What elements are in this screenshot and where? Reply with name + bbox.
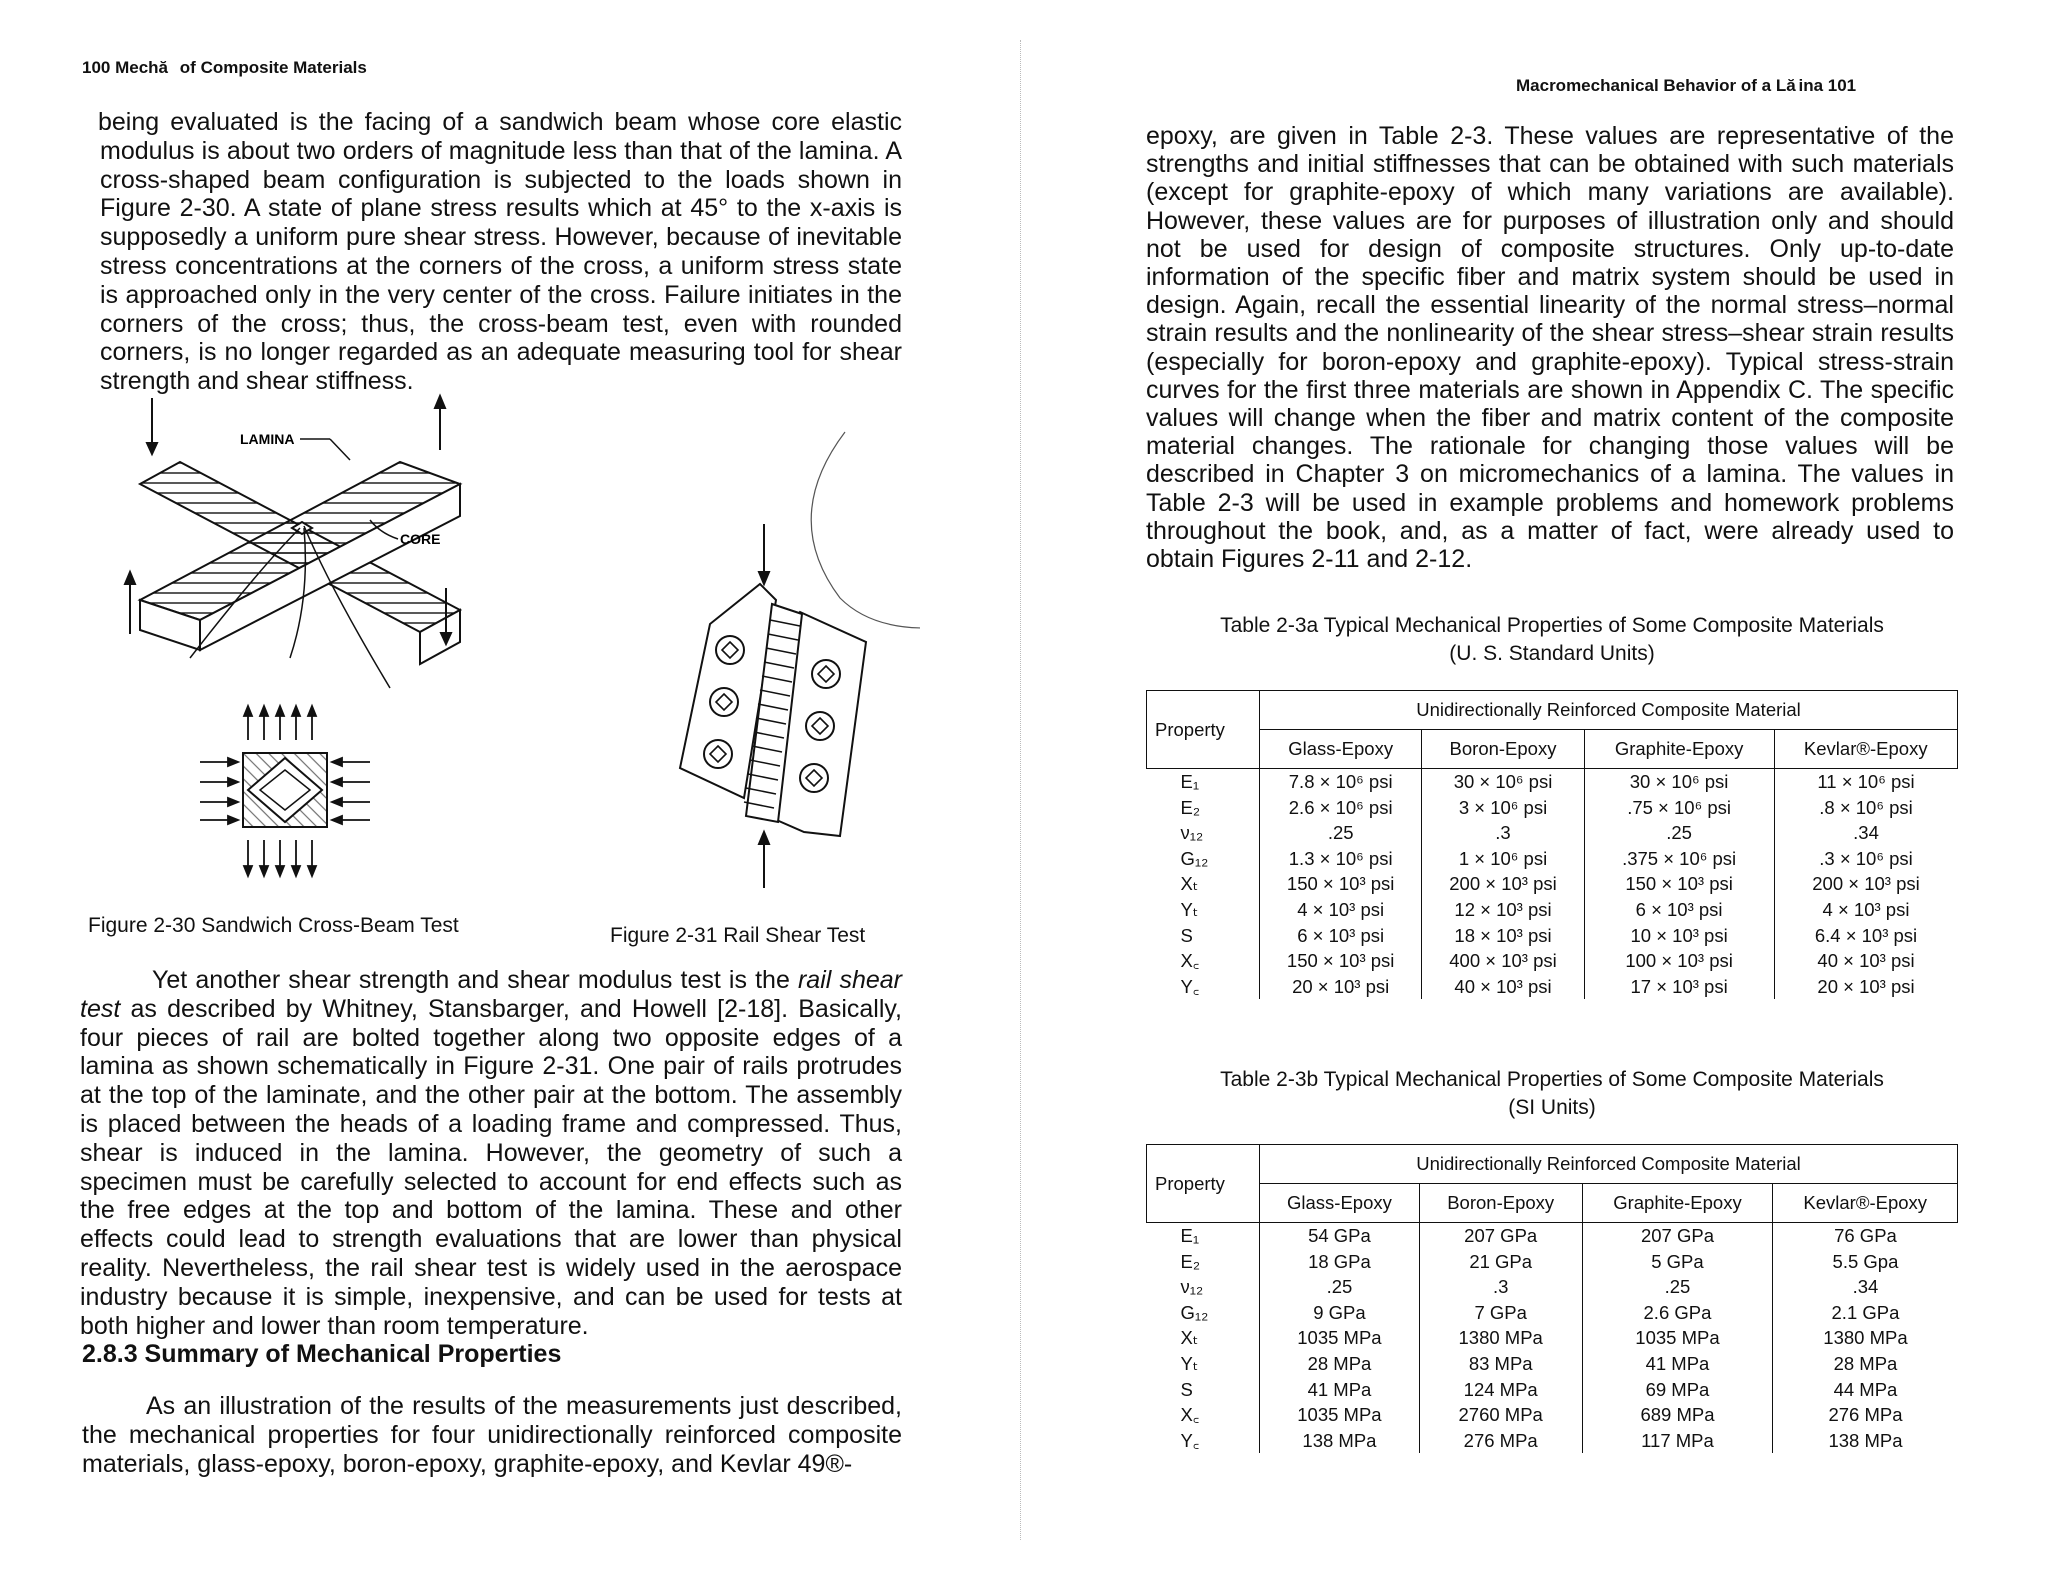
table-b-value-cell: 1035 MPa: [1582, 1325, 1773, 1351]
table-a-value-cell: 18 × 10³ psi: [1422, 923, 1584, 949]
table-b-col-glass: Glass-Epoxy: [1260, 1184, 1420, 1223]
table-b-property-cell: E₂: [1180, 1250, 1201, 1272]
table-2-3a-title-line2: (U. S. Standard Units): [1449, 642, 1655, 665]
table-a-property-cell: ν₁₂: [1180, 822, 1204, 844]
table-row: [1147, 846, 1958, 872]
table-a-value-cell: 400 × 10³ psi: [1422, 948, 1584, 974]
table-b-value-cell: 41 MPa: [1260, 1377, 1420, 1403]
table-b-col-graphite: Graphite-Epoxy: [1582, 1184, 1773, 1223]
table-a-value-cell: 40 × 10³ psi: [1774, 948, 1957, 974]
section-heading-2-8-3: 2.8.3 Summary of Mechanical Properties: [82, 1340, 562, 1368]
table-a-group-header: Unidirectionally Reinforced Composite Material: [1260, 691, 1958, 730]
table-a-value-cell: 12 × 10³ psi: [1422, 897, 1584, 923]
table-row: [1147, 871, 1958, 897]
table-b-value-cell: 124 MPa: [1419, 1377, 1582, 1403]
right-running-header: Macromechanical Behavior of a Lă ina 101: [1516, 76, 1857, 95]
table-b-value-cell: 2760 MPa: [1419, 1402, 1582, 1428]
table-b-property-cell: E₁: [1180, 1225, 1200, 1246]
table-row: [1147, 1249, 1958, 1275]
table-row: [1147, 1274, 1958, 1300]
table-a-value-cell: 40 × 10³ psi: [1422, 974, 1584, 1000]
table-b-value-cell: 5 GPa: [1582, 1249, 1773, 1275]
table-a-value-cell: 17 × 10³ psi: [1584, 974, 1774, 1000]
table-b-value-cell: 1380 MPa: [1419, 1325, 1582, 1351]
left-page: [0, 0, 1020, 1582]
table-row: [1147, 1223, 1958, 1249]
table-a-value-cell: 3 × 10⁶ psi: [1422, 795, 1584, 821]
table-row: [1147, 948, 1958, 974]
para2-body-text: as described by Whitney, Stansbarger, and Howell [2-18]. Basically, four pieces of rail are bolted together along two opposite edges of a lamina as shown schematically in Figure 2-31. One pair of rails protrudes at the top of the laminate, and the other pair at the bottom. The assembly is placed between the heads of a loading frame and compressed. Thus, shear is induced in the lamina. However, the geometry of such a specimen must be carefully selected to account for end effects such as the free edges at the top and bottom of the lamina. These and other effects could lead to strength evaluations that are lower than physical reality. Nevertheless, the rail shear test is widely used in the aerospace industry because it is simple, inexpensive, and can be used for tests at both higher and lower than room temperature.: [80, 994, 902, 1340]
table-2-3b: [1146, 1144, 1958, 1453]
table-a-value-cell: .3: [1422, 820, 1584, 846]
table-row: [1147, 769, 1958, 795]
table-2-3a-title: [1146, 612, 1958, 668]
core-label: CORE: [400, 531, 441, 547]
figure-2-30-drawing: [100, 388, 540, 888]
left-paragraph-1: being evaluated is the facing of a sandwich beam whose core elastic modulus is about two orders of magnitude less than that of the lamina. A cross-shaped beam configuration is subjected to the loads shown in Figure 2-30. A state of plane stress results which at 45° to the x-axis is supposedly a uniform pure shear stress. However, because of inevitable stress concentrations at the corners of the cross, a uniform stress state is approached only in the very center of the cross. Failure initiates in the corners of the cross; thus, the cross-beam test, even with rounded corners, is no longer regarded as an adequate measuring tool for shear strength and shear stiffness.: [98, 108, 902, 396]
table-b-value-cell: 76 GPa: [1773, 1223, 1958, 1249]
table-b-value-cell: 138 MPa: [1773, 1428, 1958, 1454]
table-b-value-cell: 18 GPa: [1260, 1249, 1420, 1275]
table-a-value-cell: .375 × 10⁶ psi: [1584, 846, 1774, 872]
table-b-value-cell: 2.6 GPa: [1582, 1300, 1773, 1326]
table-2-3b-title-line2: (SI Units): [1508, 1096, 1596, 1119]
table-b-value-cell: 138 MPa: [1260, 1428, 1420, 1454]
table-2-3b-title: [1146, 1066, 1958, 1122]
table-b-value-cell: 117 MPa: [1582, 1428, 1773, 1454]
table-a-value-cell: 6 × 10³ psi: [1260, 923, 1422, 949]
table-a-value-cell: .8 × 10⁶ psi: [1774, 795, 1957, 821]
table-b-value-cell: 28 MPa: [1260, 1351, 1420, 1377]
table-2-3a-title-line1: Table 2-3a Typical Mechanical Properties of Some Composite Materials: [1220, 614, 1884, 637]
table-a-value-cell: .25: [1584, 820, 1774, 846]
para2-lead-text: Yet another shear strength and shear modulus test is the: [152, 966, 798, 994]
left-running-header: 100 Mechă of Composite Materials: [82, 58, 367, 77]
table-b-value-cell: 83 MPa: [1419, 1351, 1582, 1377]
table-b-value-cell: .25: [1260, 1274, 1420, 1300]
table-a-value-cell: 1 × 10⁶ psi: [1422, 846, 1584, 872]
table-row: [1147, 974, 1958, 1000]
table-b-value-cell: 689 MPa: [1582, 1402, 1773, 1428]
table-a-value-cell: 20 × 10³ psi: [1260, 974, 1422, 1000]
table-a-value-cell: 30 × 10⁶ psi: [1422, 769, 1584, 795]
table-a-value-cell: 4 × 10³ psi: [1260, 897, 1422, 923]
table-b-value-cell: 1035 MPa: [1260, 1325, 1420, 1351]
table-a-col-glass: Glass-Epoxy: [1260, 730, 1422, 769]
table-row: [1147, 795, 1958, 821]
table-b-value-cell: 21 GPa: [1419, 1249, 1582, 1275]
table-a-property-cell: X꜀: [1180, 950, 1200, 972]
table-row: [1147, 1300, 1958, 1326]
table-b-property-cell: Xₜ: [1180, 1327, 1199, 1349]
table-b-value-cell: .34: [1773, 1274, 1958, 1300]
table-row: [1147, 1428, 1958, 1454]
table-a-value-cell: 4 × 10³ psi: [1774, 897, 1957, 923]
table-row: [1147, 1325, 1958, 1351]
table-a-value-cell: .75 × 10⁶ psi: [1584, 795, 1774, 821]
table-b-property-cell: X꜀: [1180, 1404, 1200, 1426]
table-a-value-cell: 200 × 10³ psi: [1774, 871, 1957, 897]
table-a-value-cell: 100 × 10³ psi: [1584, 948, 1774, 974]
table-b-value-cell: 276 MPa: [1773, 1402, 1958, 1428]
table-a-value-cell: 150 × 10³ psi: [1260, 871, 1422, 897]
rail-shear-test-term: rail shear test: [80, 966, 902, 1023]
table-a-value-cell: 11 × 10⁶ psi: [1774, 769, 1957, 795]
table-a-property-cell: Y꜀: [1180, 975, 1200, 997]
table-a-value-cell: 20 × 10³ psi: [1774, 974, 1957, 1000]
table-a-value-cell: 6.4 × 10³ psi: [1774, 923, 1957, 949]
table-b-value-cell: 207 GPa: [1582, 1223, 1773, 1249]
table-b-value-cell: 207 GPa: [1419, 1223, 1582, 1249]
table-b-value-cell: 1035 MPa: [1260, 1402, 1420, 1428]
table-a-value-cell: 1.3 × 10⁶ psi: [1260, 846, 1422, 872]
table-a-value-cell: .25: [1260, 820, 1422, 846]
table-b-value-cell: .3: [1419, 1274, 1582, 1300]
table-a-property-cell: S: [1180, 924, 1193, 946]
table-b-property-cell: ν₁₂: [1180, 1276, 1204, 1298]
right-paragraph-1: epoxy, are given in Table 2-3. These values are representative of the strengths and initial stiffnesses that can be obtained with such materials (except for graphite-epoxy of which many variations are available). However, these values are for purposes of illustration only and should not be used for design of composite structures. Only up-to-date information of the specific fiber and matrix system should be used in design. Again, recall the essential linearity of the normal stress–normal strain results and the nonlinearity of the shear stress–shear strain results (especially for boron-epoxy and graphite-epoxy). Typical stress-strain curves for the first three materials are shown in Appendix C. The specific values will change when the fiber and matrix content of the composite material changes. The rationale for changing those values will be described in Chapter 3 on micromechanics of a lamina. The values in Table 2-3 will be used in example problems and homework problems throughout the book, and, as a matter of fact, were already used to obtain Figures 2-11 and 2-12.: [1146, 122, 1954, 574]
table-b-property-cell: Y꜀: [1180, 1429, 1200, 1451]
table-a-col-kevlar: Kevlar®-Epoxy: [1774, 730, 1957, 769]
table-b-col-boron: Boron-Epoxy: [1419, 1184, 1582, 1223]
left-paragraph-2: [80, 966, 902, 1340]
table-a-property-header: Property: [1147, 691, 1260, 769]
table-2-3a: [1146, 690, 1958, 999]
table-b-value-cell: 69 MPa: [1582, 1377, 1773, 1403]
table-a-value-cell: 2.6 × 10⁶ psi: [1260, 795, 1422, 821]
load-arrow-down-left: [147, 398, 157, 454]
table-row: [1147, 1351, 1958, 1377]
figure-2-31-drawing: [660, 428, 920, 898]
table-a-value-cell: 200 × 10³ psi: [1422, 871, 1584, 897]
table-row: [1147, 897, 1958, 923]
table-b-value-cell: 5.5 Gpa: [1773, 1249, 1958, 1275]
table-row: [1147, 923, 1958, 949]
table-a-value-cell: 10 × 10³ psi: [1584, 923, 1774, 949]
table-a-property-cell: Xₜ: [1180, 873, 1199, 895]
right-page: [1020, 0, 2048, 1582]
load-arrow-up-right: [435, 396, 445, 450]
table-b-property-cell: G₁₂: [1180, 1301, 1209, 1323]
table-a-col-graphite: Graphite-Epoxy: [1584, 730, 1774, 769]
table-b-property-header: Property: [1147, 1145, 1260, 1223]
lamina-label: LAMINA: [240, 431, 295, 447]
table-a-col-boron: Boron-Epoxy: [1422, 730, 1584, 769]
table-a-value-cell: .3 × 10⁶ psi: [1774, 846, 1957, 872]
table-a-value-cell: 7.8 × 10⁶ psi: [1260, 769, 1422, 795]
table-b-col-kevlar: Kevlar®-Epoxy: [1773, 1184, 1958, 1223]
table-a-value-cell: .34: [1774, 820, 1957, 846]
left-paragraph-3: As an illustration of the results of the measurements just described, the mechanical properties for four unidirectionally reinforced composite materials, glass-epoxy, boron-epoxy, graphite-epoxy, and Kevlar 49®-: [82, 1392, 902, 1478]
table-2-3b-title-line1: Table 2-3b Typical Mechanical Properties of Some Composite Materials: [1220, 1068, 1884, 1091]
table-b-value-cell: 2.1 GPa: [1773, 1300, 1958, 1326]
table-a-value-cell: 6 × 10³ psi: [1584, 897, 1774, 923]
table-row: [1147, 820, 1958, 846]
table-b-value-cell: 276 MPa: [1419, 1428, 1582, 1454]
table-b-value-cell: 7 GPa: [1419, 1300, 1582, 1326]
table-row: [1147, 1402, 1958, 1428]
table-a-value-cell: 150 × 10³ psi: [1584, 871, 1774, 897]
table-b-value-cell: 54 GPa: [1260, 1223, 1420, 1249]
table-b-value-cell: 1380 MPa: [1773, 1325, 1958, 1351]
table-a-value-cell: 30 × 10⁶ psi: [1584, 769, 1774, 795]
table-a-property-cell: E₁: [1180, 771, 1200, 792]
table-b-property-cell: S: [1180, 1378, 1193, 1400]
table-b-value-cell: .25: [1582, 1274, 1773, 1300]
table-a-property-cell: Yₜ: [1180, 898, 1199, 920]
figure-2-31-caption: Figure 2-31 Rail Shear Test: [610, 924, 866, 947]
table-a-value-cell: 150 × 10³ psi: [1260, 948, 1422, 974]
table-a-property-cell: G₁₂: [1180, 847, 1209, 869]
table-b-group-header: Unidirectionally Reinforced Composite Material: [1260, 1145, 1958, 1184]
table-b-value-cell: 41 MPa: [1582, 1351, 1773, 1377]
table-a-property-cell: E₂: [1180, 796, 1201, 818]
table-b-value-cell: 44 MPa: [1773, 1377, 1958, 1403]
table-b-property-cell: Yₜ: [1180, 1352, 1199, 1374]
table-b-value-cell: 28 MPa: [1773, 1351, 1958, 1377]
table-b-value-cell: 9 GPa: [1260, 1300, 1420, 1326]
table-row: [1147, 1377, 1958, 1403]
figure-2-30-caption: Figure 2-30 Sandwich Cross-Beam Test: [88, 914, 459, 937]
